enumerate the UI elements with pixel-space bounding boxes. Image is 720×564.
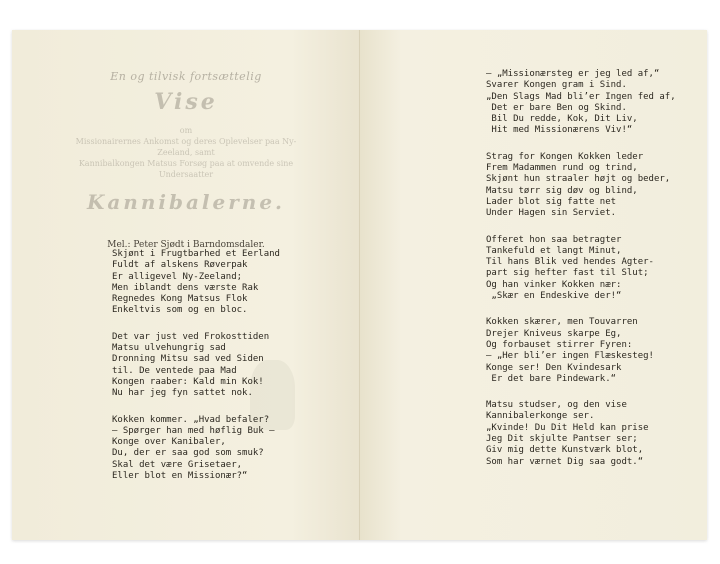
stanza bbox=[486, 400, 676, 468]
verse-line: Strag for Kongen Kokken leder bbox=[486, 151, 644, 162]
verse-line: Matsu studser, og den vise bbox=[486, 400, 627, 411]
verse-line: Kongen raaber: Kald min Kok! bbox=[112, 376, 264, 387]
verse-line: Er alligevel Ny-Zeeland; bbox=[112, 271, 243, 282]
verse-line: til. De ventede paa Mad bbox=[112, 365, 237, 376]
title-line: En og tilvisk fortsættelig bbox=[110, 70, 262, 83]
verse-line: Hit med Missionærens Viv!“ bbox=[486, 125, 633, 136]
verse-line: Enkeltvis som og en bloc. bbox=[112, 305, 248, 316]
stanza bbox=[112, 249, 280, 317]
stanza bbox=[486, 152, 676, 220]
right-stanzas bbox=[486, 69, 676, 483]
verse-line: „Skær en Endeskive der!“ bbox=[486, 291, 622, 302]
verse-line: – „Missionærsteg er jeg led af,“ bbox=[486, 69, 660, 79]
verse-line: Skjønt i Frugtbarhed et Eerland bbox=[112, 249, 280, 259]
melody-line: Mel.: Peter Sjødt i Barndomsdaler. bbox=[107, 240, 265, 250]
verse-line: Konge over Kanibaler, bbox=[112, 437, 226, 448]
title-line bbox=[61, 125, 311, 180]
stanza bbox=[486, 317, 676, 385]
verse-line: Matsu tørr sig døv og blind, bbox=[486, 185, 638, 196]
verse-line: Som har værnet Dig saa godt.“ bbox=[486, 456, 644, 467]
verse-line: Men iblandt dens værste Rak bbox=[112, 282, 259, 293]
verse-line: – Spørger han med høflig Buk – bbox=[112, 425, 275, 436]
stanza bbox=[112, 332, 280, 400]
verse-line: Nu har jeg fyn sattet nok. bbox=[112, 388, 253, 399]
verse-line: „Den Slags Mad bli’er Ingen fed af, bbox=[486, 91, 676, 102]
verse-line: Bil Du redde, Kok, Dit Liv, bbox=[486, 114, 638, 125]
verse-line: Til hans Blik ved hendes Agter- bbox=[486, 257, 654, 268]
verse-line: „Kvinde! Du Dit Held kan prise bbox=[486, 422, 649, 433]
title-small-om: om bbox=[179, 126, 193, 135]
title-main: Vise bbox=[154, 89, 218, 115]
verse-line: Og forbauset stirrer Fyren: bbox=[486, 339, 633, 350]
verse-line: Offeret hon saa betragter bbox=[486, 234, 622, 245]
stanza bbox=[486, 235, 676, 303]
verse-line: Kokken skærer, men Touvarren bbox=[486, 317, 638, 328]
left-stanzas bbox=[112, 249, 280, 497]
verse-line: Dronning Mitsu sad ved Siden bbox=[112, 354, 264, 365]
verse-line: Er det bare Pindewark.“ bbox=[486, 373, 617, 384]
verse-line: Giv mig dette Kunstværk blot, bbox=[486, 445, 644, 456]
stanza bbox=[112, 415, 280, 483]
verse-line: part sig hefter fast til Slut; bbox=[486, 268, 649, 279]
verse-line: Lader blot sig fatte net bbox=[486, 196, 617, 207]
title-subtitle-1: Missionairernes Ankomst og deres Oplevelser paa Ny-Zeeland, samt bbox=[75, 137, 297, 157]
title-kannibalerne: Kannibalerne. bbox=[86, 190, 286, 214]
verse-line: Kannibalerkonge ser. bbox=[486, 411, 595, 422]
verse-line: Jeg Dit skjulte Pantser ser; bbox=[486, 434, 638, 445]
verse-line: Svarer Kongen gram i Sind. bbox=[486, 80, 627, 91]
verse-line: Konge ser! Den Kvindesark bbox=[486, 362, 622, 373]
stanza bbox=[486, 69, 676, 137]
verse-line: Regnedes Kong Matsus Flok bbox=[112, 294, 248, 305]
verse-line: Du, der er saa god som smuk? bbox=[112, 448, 264, 459]
verse-line: Skjønt hun straaler højt og beder, bbox=[486, 174, 671, 185]
verse-line: Skal det være Grisetaer, bbox=[112, 459, 243, 470]
verse-line: Drejer Kniveus skarpe Eg, bbox=[486, 328, 622, 339]
verse-line: – „Her bli’er ingen Flæskesteg! bbox=[486, 351, 654, 362]
verse-line: Fuldt af alskens Røverpak bbox=[112, 260, 248, 271]
verse-line: Matsu ulvehungrig sad bbox=[112, 343, 226, 354]
verse-line: Og han vinker Kokken nær: bbox=[486, 279, 622, 290]
verse-line: Det er bare Ben og Skind. bbox=[486, 102, 627, 113]
title-subtitle-2: Kannibalkongen Matsus Forsøg paa at omvende sine Undersaatter bbox=[78, 159, 294, 179]
verse-line: Kokken kommer. „Hvad befaler? bbox=[112, 414, 270, 425]
verse-line: Under Hagen sin Serviet. bbox=[486, 208, 617, 219]
verse-line: Tankefuld et langt Minut, bbox=[486, 245, 622, 256]
title-block bbox=[12, 70, 360, 214]
verse-line: Det var just ved Frokosttiden bbox=[112, 331, 270, 342]
verse-line: Frem Madammen rund og trind, bbox=[486, 163, 638, 174]
verse-line: Eller blot en Missionær?“ bbox=[112, 471, 248, 482]
